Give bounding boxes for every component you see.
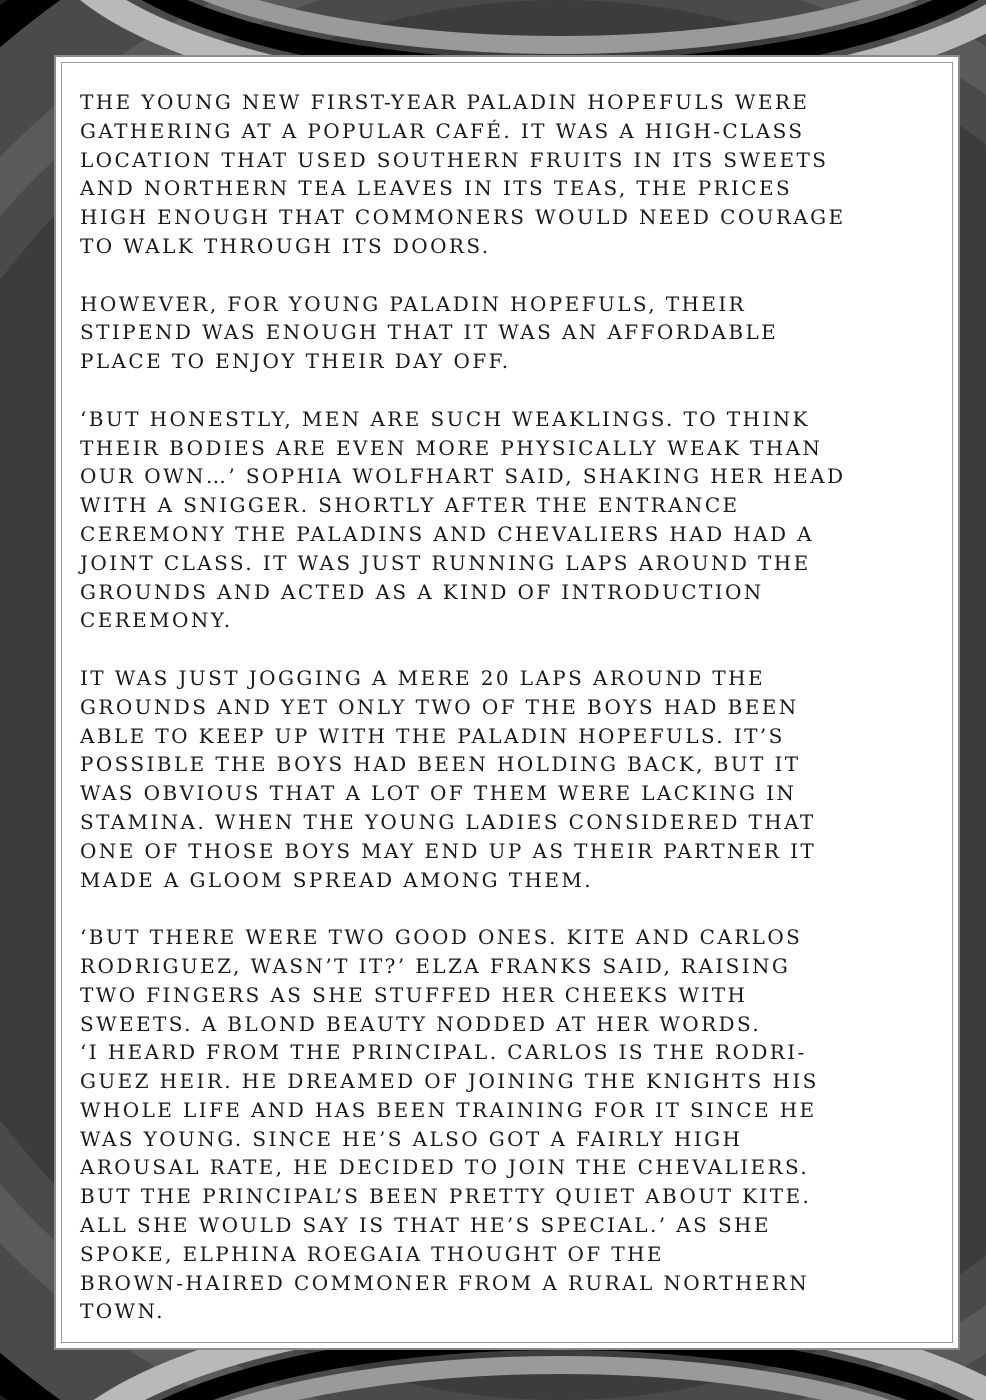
- text-line: AROUSAL RATE, HE DECIDED TO JOIN THE CHEVALIERS.: [80, 1155, 810, 1180]
- text-line: WAS OBVIOUS THAT A LOT OF THEM WERE LACKING IN: [80, 781, 797, 806]
- text-line: HOWEVER, FOR YOUNG PALADIN HOPEFULS, THEIR: [80, 291, 747, 316]
- story-text: [80, 88, 950, 1355]
- text-line: TOWN.: [80, 1299, 165, 1324]
- paragraph-3: [80, 405, 950, 635]
- paragraph-5: [80, 923, 950, 1326]
- text-line: PLACE TO ENJOY THEIR DAY OFF.: [80, 349, 511, 374]
- text-line: WAS YOUNG. SINCE HE’S ALSO GOT A FAIRLY HIGH: [80, 1126, 743, 1151]
- text-line: BROWN-HAIRED COMMONER FROM A RURAL NORTHERN: [80, 1270, 810, 1295]
- text-line: ‘I HEARD FROM THE PRINCIPAL. CARLOS IS THE RODRI-: [80, 1040, 807, 1065]
- paragraph-4: [80, 664, 950, 894]
- text-line: BUT THE PRINCIPAL’S BEEN PRETTY QUIET ABOUT KITE.: [80, 1184, 812, 1209]
- text-line: OUR OWN…’ SOPHIA WOLFHART SAID, SHAKING HER HEAD: [80, 464, 846, 489]
- text-line: TO WALK THROUGH ITS DOORS.: [80, 233, 491, 258]
- text-line: CEREMONY THE PALADINS AND CHEVALIERS HAD HAD A: [80, 521, 815, 546]
- text-line: ABLE TO KEEP UP WITH THE PALADIN HOPEFULS. IT’S: [80, 723, 785, 748]
- text-line: IT WAS JUST JOGGING A MERE 20 LAPS AROUND THE: [80, 665, 766, 690]
- text-line: ALL SHE WOULD SAY IS THAT HE’S SPECIAL.’ AS SHE: [80, 1213, 771, 1238]
- text-line: GATHERING AT A POPULAR CAFÉ. IT WAS A HIGH-CLASS: [80, 118, 805, 143]
- text-line: POSSIBLE THE BOYS HAD BEEN HOLDING BACK, BUT IT: [80, 752, 801, 777]
- text-line: JOINT CLASS. IT WAS JUST RUNNING LAPS AROUND THE: [80, 550, 811, 575]
- text-line: GROUNDS AND ACTED AS A KIND OF INTRODUCTION: [80, 579, 764, 604]
- text-line: GROUNDS AND YET ONLY TWO OF THE BOYS HAD BEEN: [80, 694, 799, 719]
- text-line: HIGH ENOUGH THAT COMMONERS WOULD NEED COURAGE: [80, 205, 846, 230]
- text-line: THEIR BODIES ARE EVEN MORE PHYSICALLY WEAK THAN: [80, 435, 823, 460]
- text-line: SWEETS. A BLOND BEAUTY NODDED AT HER WORDS.: [80, 1011, 762, 1036]
- text-line: AND NORTHERN TEA LEAVES IN ITS TEAS, THE PRICES: [80, 176, 793, 201]
- text-line: SPOKE, ELPHINA ROEGAIA THOUGHT OF THE: [80, 1241, 664, 1266]
- text-line: LOCATION THAT USED SOUTHERN FRUITS IN ITS SWEETS: [80, 147, 829, 172]
- text-line: ‘BUT THERE WERE TWO GOOD ONES. KITE AND CARLOS: [80, 925, 803, 950]
- text-line: MADE A GLOOM SPREAD AMONG THEM.: [80, 867, 594, 892]
- text-line: CEREMONY.: [80, 608, 233, 633]
- paragraph-2: [80, 290, 950, 376]
- text-line: STAMINA. WHEN THE YOUNG LADIES CONSIDERED THAT: [80, 809, 816, 834]
- text-line: RODRIGUEZ, WASN’T IT?’ ELZA FRANKS SAID, RAISING: [80, 953, 791, 978]
- text-line: WHOLE LIFE AND HAS BEEN TRAINING FOR IT SINCE HE: [80, 1097, 817, 1122]
- text-line: STIPEND WAS ENOUGH THAT IT WAS AN AFFORDABLE: [80, 320, 779, 345]
- text-line: WITH A SNIGGER. SHORTLY AFTER THE ENTRANCE: [80, 493, 740, 518]
- text-line: GUEZ HEIR. HE DREAMED OF JOINING THE KNIGHTS HIS: [80, 1069, 819, 1094]
- text-line: TWO FINGERS AS SHE STUFFED HER CHEEKS WITH: [80, 982, 748, 1007]
- text-line: THE YOUNG NEW FIRST-YEAR PALADIN HOPEFULS WERE: [80, 90, 810, 114]
- text-line: ‘BUT HONESTLY, MEN ARE SUCH WEAKLINGS. TO THINK: [80, 406, 810, 431]
- paragraph-1: [80, 88, 950, 261]
- text-line: ONE OF THOSE BOYS MAY END UP AS THEIR PARTNER IT: [80, 838, 817, 863]
